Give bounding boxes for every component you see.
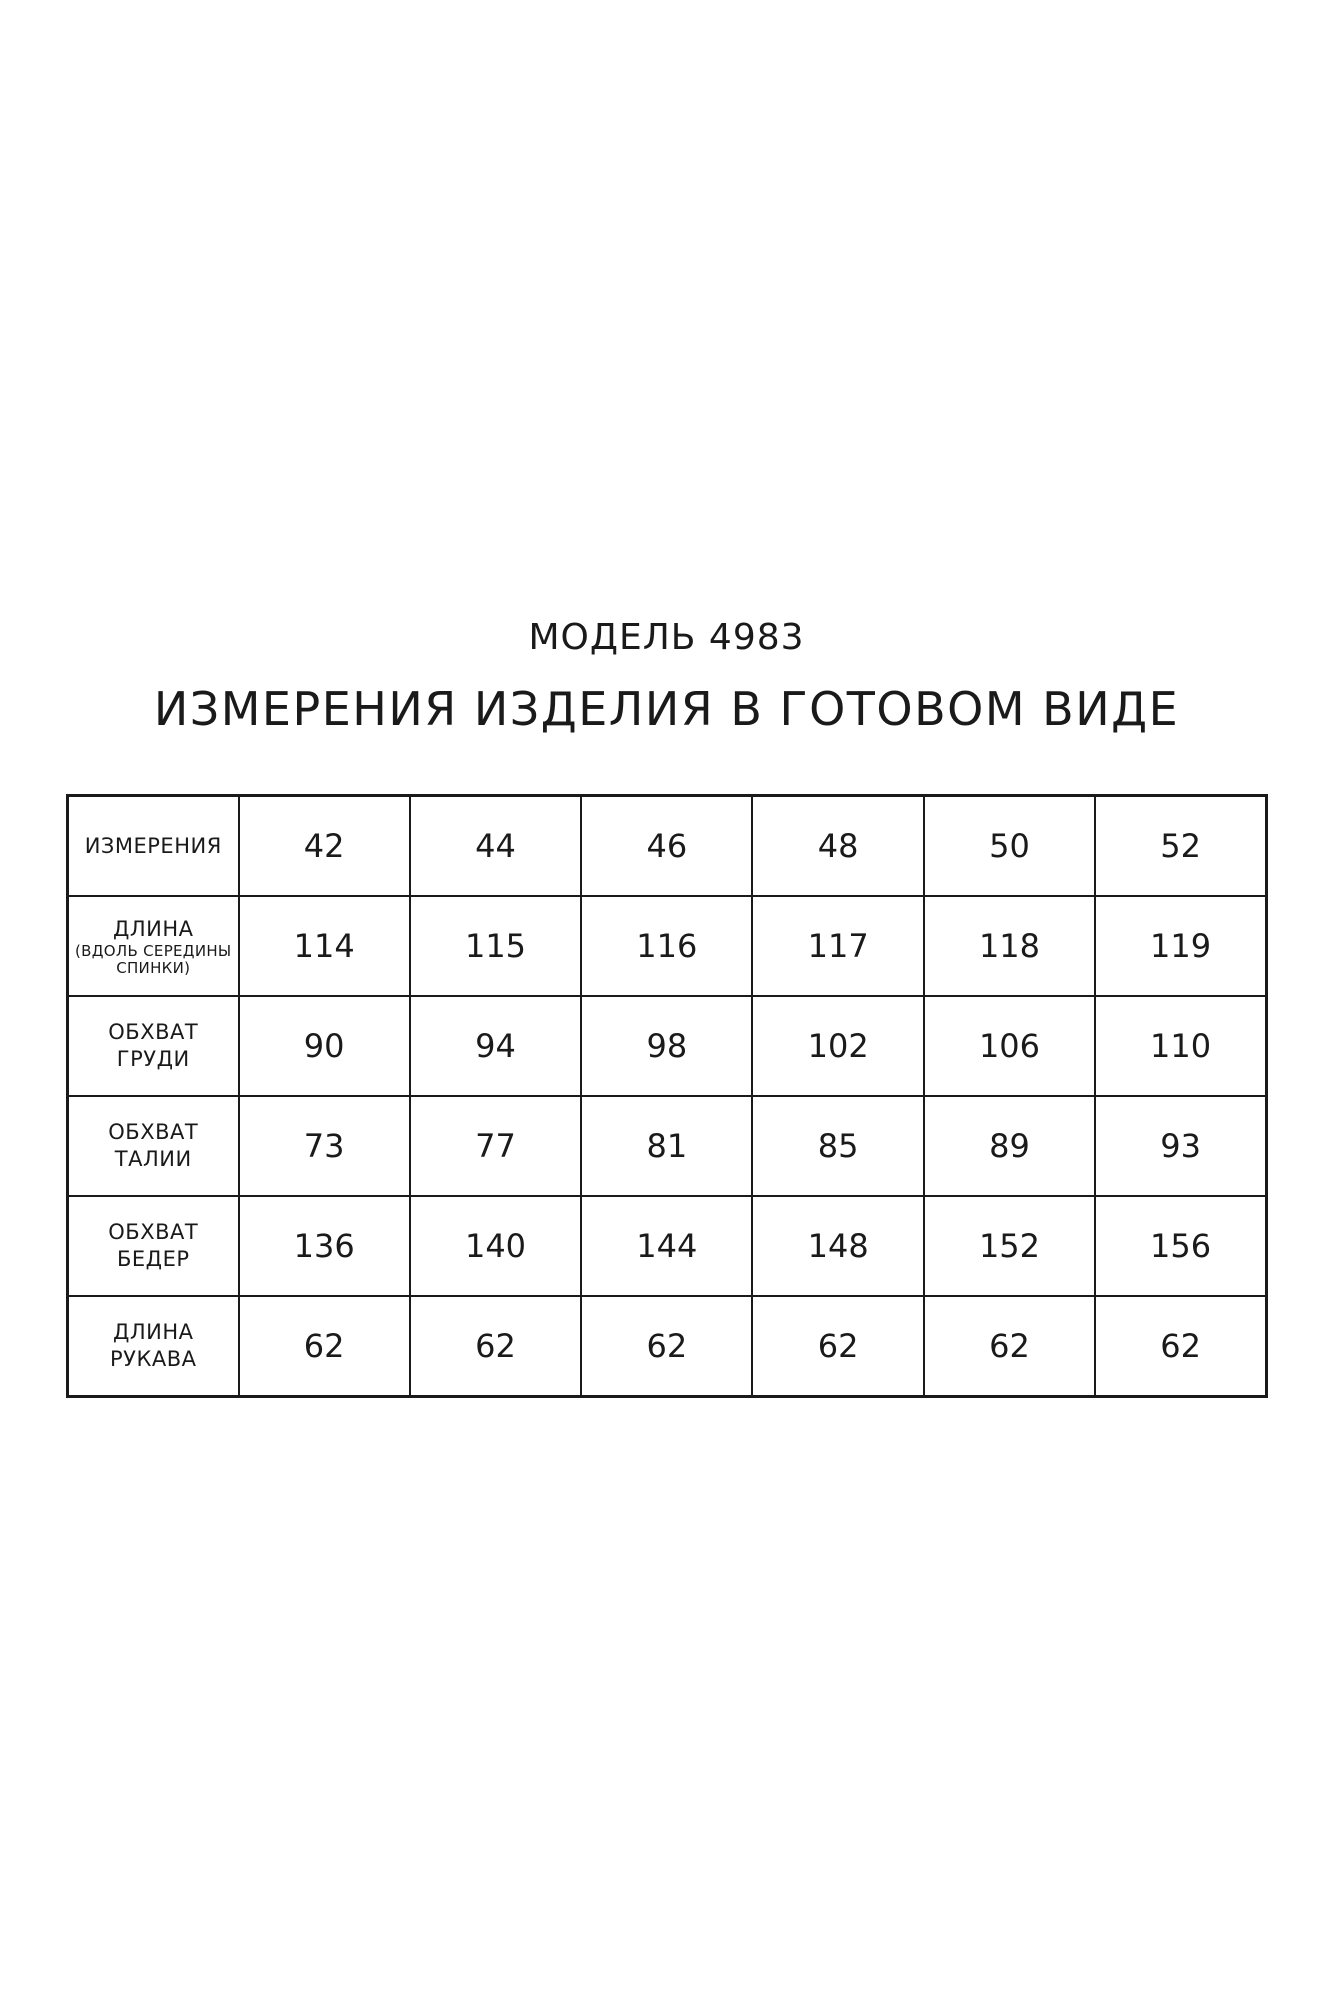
table-header-row — [68, 796, 1267, 897]
size-cell: 48 — [752, 796, 923, 897]
value-cell: 102 — [752, 996, 923, 1096]
measurement-label: ДЛИНА — [112, 1320, 194, 1344]
value-cell: 62 — [410, 1296, 581, 1397]
measurement-note: (ВДОЛЬ СЕРЕДИНЫ — [75, 941, 232, 960]
measurement-label: ОБХВАТ — [108, 1120, 199, 1144]
value-cell: 62 — [1095, 1296, 1266, 1397]
measurement-label: БЕДЕР — [116, 1247, 190, 1271]
value-cell: 140 — [410, 1196, 581, 1296]
value-cell: 115 — [410, 896, 581, 996]
table-row — [68, 896, 1267, 996]
measurement-label-cell — [68, 1296, 239, 1397]
table-row — [68, 1096, 1267, 1196]
value-cell: 89 — [924, 1096, 1095, 1196]
value-cell: 144 — [581, 1196, 752, 1296]
measurement-note: СПИНКИ) — [116, 958, 191, 977]
value-cell: 148 — [752, 1196, 923, 1296]
value-cell: 94 — [410, 996, 581, 1096]
value-cell: 114 — [239, 896, 410, 996]
value-cell: 116 — [581, 896, 752, 996]
size-cell: 46 — [581, 796, 752, 897]
value-cell: 152 — [924, 1196, 1095, 1296]
value-cell: 106 — [924, 996, 1095, 1096]
value-cell: 117 — [752, 896, 923, 996]
table-row — [68, 1196, 1267, 1296]
value-cell: 136 — [239, 1196, 410, 1296]
value-cell: 90 — [239, 996, 410, 1096]
value-cell: 110 — [1095, 996, 1266, 1096]
value-cell: 62 — [924, 1296, 1095, 1397]
measurement-label: РУКАВА — [109, 1347, 197, 1371]
size-cell: 50 — [924, 796, 1095, 897]
measurement-label-cell — [68, 896, 239, 996]
measurement-label: ДЛИНА — [112, 916, 194, 941]
measurement-label: ОБХВАТ — [108, 1020, 199, 1044]
size-cell: 42 — [239, 796, 410, 897]
value-cell: 98 — [581, 996, 752, 1096]
value-cell: 85 — [752, 1096, 923, 1196]
size-chart-table — [66, 794, 1268, 1398]
header-label: ИЗМЕРЕНИЯ — [84, 833, 222, 858]
value-cell: 118 — [924, 896, 1095, 996]
measurement-label-cell — [68, 1196, 239, 1296]
size-cell: 52 — [1095, 796, 1266, 897]
value-cell: 77 — [410, 1096, 581, 1196]
measurement-label: ОБХВАТ — [108, 1220, 199, 1244]
value-cell: 62 — [581, 1296, 752, 1397]
value-cell: 119 — [1095, 896, 1266, 996]
measurement-label: ТАЛИИ — [114, 1147, 192, 1171]
measurement-label-cell — [68, 1096, 239, 1196]
value-cell: 81 — [581, 1096, 752, 1196]
value-cell: 73 — [239, 1096, 410, 1196]
table-row — [68, 996, 1267, 1096]
measurement-label: ГРУДИ — [116, 1047, 190, 1071]
size-cell: 44 — [410, 796, 581, 897]
header-label-cell — [68, 796, 239, 897]
model-title: МОДЕЛЬ 4983 — [528, 617, 805, 658]
page-title: ИЗМЕРЕНИЯ ИЗДЕЛИЯ В ГОТОВОМ ВИДЕ — [153, 682, 1180, 736]
value-cell: 156 — [1095, 1196, 1266, 1296]
value-cell: 62 — [752, 1296, 923, 1397]
measurement-label-cell — [68, 996, 239, 1096]
table-row — [68, 1296, 1267, 1397]
value-cell: 62 — [239, 1296, 410, 1397]
value-cell: 93 — [1095, 1096, 1266, 1196]
